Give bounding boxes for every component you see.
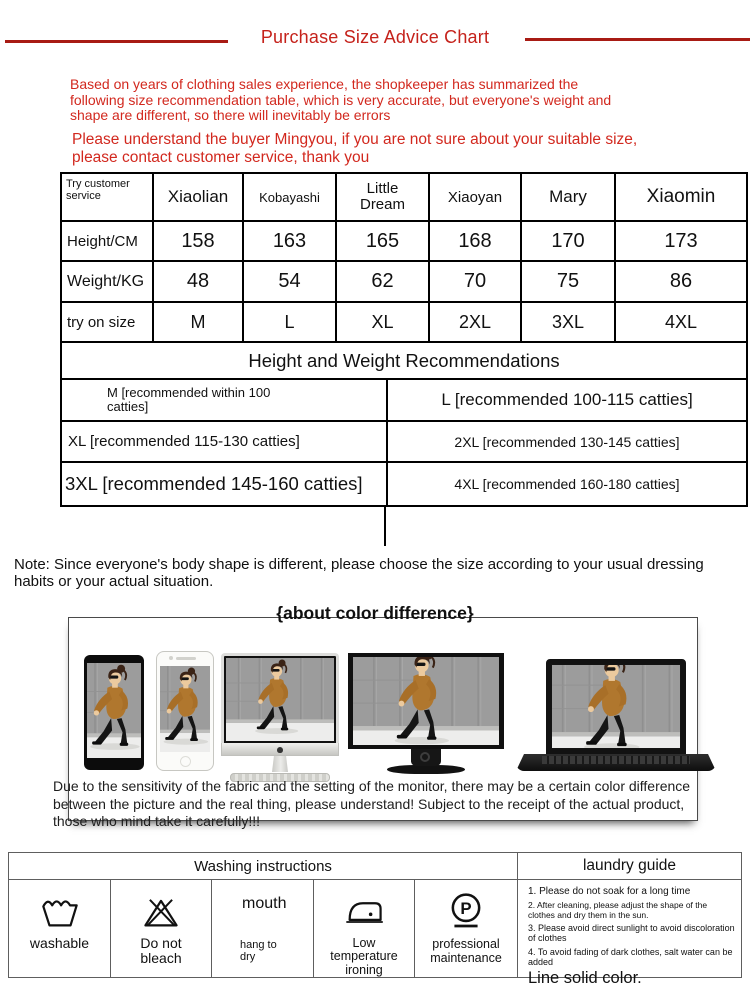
recommendation-cell: L [recommended 100-115 catties] [386,378,746,420]
weight-value: 48 [152,260,242,301]
imac-screen [221,653,339,743]
row-label-size: try on size [62,301,152,341]
svg-text:P: P [460,899,472,919]
title-rule-right [525,38,750,41]
col-header-model: Kobayashi [242,174,335,220]
keyboard [542,756,690,764]
circle-p-icon [446,891,486,933]
care-item-label: washable [29,935,90,951]
intro-paragraph-1: Based on years of clothing sales experience, the shopkeeper has summarized the following size recommendation table, which is very accurate, but everyone's weight and shape are different, so there will inevitably be errors [70,76,612,123]
laundry-guide-item: 4. To avoid fading of dark clothes, salt water can be added [528,947,733,967]
care-item-label: Low temperature ironing [330,935,398,977]
product-photo [226,658,334,741]
weight-value: 62 [335,260,428,301]
height-value: 170 [520,220,614,260]
weight-value: 86 [614,260,746,301]
height-value: 165 [335,220,428,260]
care-table [8,852,742,987]
care-item-hang-dry [211,880,313,977]
size-table [60,172,748,507]
monitor-base [387,765,465,774]
size-value: 3XL [520,301,614,341]
recommendation-cell: 4XL [recommended 160-180 catties] [386,461,746,505]
recommendations-grid [62,378,746,505]
care-item-ironing [313,880,414,977]
recommendation-cell: 3XL [recommended 145-160 catties] [62,461,386,505]
wash-tub-icon [40,891,80,933]
size-value: 4XL [614,301,746,341]
care-item-label: Do not bleach [140,935,182,966]
col-header-service: Try customer service [66,178,130,202]
col-header-model: Xiaolian [152,174,242,220]
laundry-guide-item: 1. Please do not soak for a long time [528,886,691,897]
care-item-no-bleach [110,880,211,977]
no-bleach-icon [141,891,181,933]
white-phone-mockup [156,651,214,771]
product-photo [552,665,680,748]
row-label-weight: Weight/KG [62,260,152,301]
recommendation-cell: M [recommended within 100 catties] [62,378,386,420]
col-header-model: Xiaoyan [428,174,520,220]
phone-speaker-icon [176,657,196,660]
col-header-model: Xiaomin [614,174,746,220]
product-photo [160,666,210,752]
size-value: M [152,301,242,341]
imac-mockup [221,653,339,782]
apple-logo-icon [277,747,283,753]
row-label-height: Height/CM [62,220,152,260]
care-item-label: professional maintenance [430,937,502,965]
height-value: 163 [242,220,335,260]
laptop-keyboard-deck [516,754,716,771]
laptop-screen [546,659,686,754]
laundry-guide-footer: Line solid color. [528,969,642,987]
black-phone-mockup [84,655,144,770]
height-value: 168 [428,220,520,260]
laundry-guide-list [517,880,741,987]
imac-chin [221,743,339,756]
phone-camera-icon [169,656,173,660]
care-item-title: mouth [242,895,287,912]
product-photo [353,657,499,745]
color-disclaimer-text: Due to the sensitivity of the fabric and the setting of the monitor, there may be a certain color difference between the picture and the real thing, please understand! Subject to the receipt of the actual product, those who mind take it carefully!!! [53,778,691,829]
recommendations-banner: Height and Weight Recommendations [62,341,746,378]
weight-value: 75 [520,260,614,301]
laundry-guide-item: 2. After cleaning, please adjust the shape of the clothes and dry them in the sun. [528,900,708,920]
washing-instructions-header: Washing instructions [9,853,517,880]
care-item-label: hang to dry [240,939,277,963]
note-text: Note: Since everyone's body shape is different, please choose the size according to your usual dressing habits or your actual situation. [14,556,704,590]
page-title: Purchase Size Advice Chart [260,27,490,47]
size-value: 2XL [428,301,520,341]
phone-home-button-icon [180,756,191,767]
weight-value: 54 [242,260,335,301]
black-monitor-mockup [348,653,504,774]
monitor-logo-icon [420,752,430,762]
monitor-stand [411,749,441,766]
size-value: L [242,301,335,341]
product-photo [87,663,141,758]
height-value: 158 [152,220,242,260]
size-value: XL [335,301,428,341]
monitor-screen [348,653,504,749]
laundry-guide-item: 3. Please avoid direct sunlight to avoid discoloration of clothes [528,923,735,943]
imac-stand [272,756,288,772]
care-item-washable [9,880,110,977]
recommendation-cell: 2XL [recommended 130-145 catties] [386,420,746,461]
table-divider-artifact [384,505,386,546]
col-header-model: Little Dream [335,174,428,220]
care-item-professional [414,880,517,977]
color-difference-title: {about color difference} [276,603,474,623]
color-difference-box [53,617,698,829]
laundry-guide-header: laundry guide [517,853,741,880]
laptop-mockup [516,659,716,771]
intro-paragraph-2: Please understand the buyer Mingyou, if you are not sure about your suitable size, please contact customer service, thank you [72,131,638,166]
col-header-model: Mary [520,174,614,220]
weight-value: 70 [428,260,520,301]
size-table-grid [62,174,746,341]
recommendation-cell: XL [recommended 115-130 catties] [62,420,386,461]
height-value: 173 [614,220,746,260]
iron-icon [343,891,385,932]
